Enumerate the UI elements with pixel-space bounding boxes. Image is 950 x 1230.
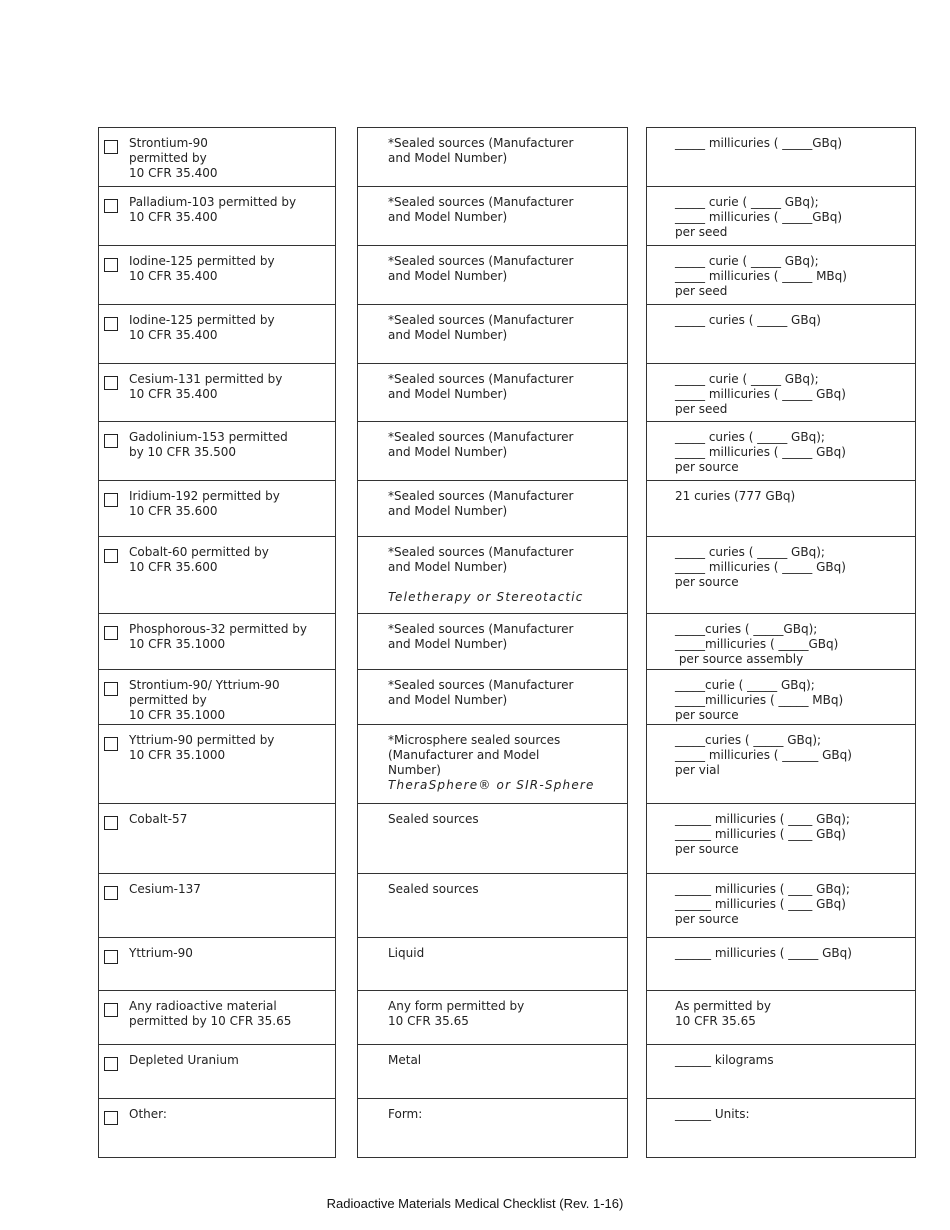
- form-cell: [358, 536, 627, 613]
- isotope-text-line: permitted by: [129, 693, 207, 707]
- form-text-line: *Sealed sources (Manufacturer: [388, 489, 574, 503]
- form-text-line: *Sealed sources (Manufacturer: [388, 372, 574, 386]
- isotope-text-line: Yttrium-90: [129, 946, 193, 960]
- quantity-cell: [647, 127, 915, 186]
- form-text-line: and Model Number): [388, 637, 508, 651]
- quantity-text-line: 10 CFR 35.65: [675, 1014, 756, 1028]
- isotope-cell: [99, 536, 335, 613]
- form-cell: [358, 1044, 627, 1098]
- quantity-text-line: _____ millicuries ( _____GBq): [675, 136, 843, 150]
- checkbox[interactable]: [104, 199, 118, 213]
- quantity-text-line: _____ curies ( _____ GBq);: [675, 430, 825, 444]
- quantity-text-line: _____millicuries ( _____ MBq): [675, 693, 844, 707]
- isotope-cell: [99, 873, 335, 937]
- form-text-line: Number): [388, 763, 441, 777]
- isotope-cell: [99, 990, 335, 1044]
- isotope-text-line: Other:: [129, 1107, 167, 1121]
- quantity-cell: [647, 421, 915, 480]
- quantity-text-line: ______ millicuries ( ____ GBq);: [675, 812, 850, 826]
- checkbox[interactable]: [104, 886, 118, 900]
- isotope-text-line: Yttrium-90 permitted by: [129, 733, 275, 747]
- quantity-text-line: per seed: [675, 402, 728, 416]
- quantity-text-line: _____curies ( _____GBq);: [675, 622, 818, 636]
- quantity-text-line: per source: [675, 575, 739, 589]
- isotope-text-line: 10 CFR 35.400: [129, 166, 218, 180]
- quantity-text-line: _____curie ( _____ GBq);: [675, 678, 815, 692]
- checkbox[interactable]: [104, 1111, 118, 1125]
- isotope-text-line: Cobalt-57: [129, 812, 188, 826]
- quantity-text-line: per seed: [675, 284, 728, 298]
- form-cell: [358, 245, 627, 304]
- quantity-text-line: _____ curies ( _____ GBq);: [675, 545, 825, 559]
- isotope-cell: [99, 669, 335, 724]
- quantity-text-line: _____ millicuries ( _____ GBq): [675, 387, 846, 401]
- form-text-line: (Manufacturer and Model: [388, 748, 540, 762]
- form-cell: [358, 304, 627, 363]
- quantity-text-line: ______ millicuries ( ____ GBq): [675, 827, 846, 841]
- isotope-column: [98, 127, 336, 1158]
- quantity-cell: [647, 669, 915, 724]
- form-text-line: 10 CFR 35.65: [388, 1014, 469, 1028]
- checkbox[interactable]: [104, 317, 118, 331]
- isotope-cell: [99, 1098, 335, 1158]
- quantity-text-line: ______ Units:: [675, 1107, 750, 1121]
- quantity-cell: [647, 1098, 915, 1158]
- quantity-cell: [647, 536, 915, 613]
- quantity-cell: [647, 1044, 915, 1098]
- isotope-text-line: Strontium-90: [129, 136, 208, 150]
- isotope-text-line: 10 CFR 35.600: [129, 560, 218, 574]
- isotope-text-line: Any radioactive material: [129, 999, 277, 1013]
- isotope-cell: [99, 937, 335, 990]
- isotope-cell: [99, 127, 335, 186]
- isotope-text-line: Iodine-125 permitted by: [129, 254, 275, 268]
- isotope-text-line: Depleted Uranium: [129, 1053, 239, 1067]
- isotope-text-line: Cesium-137: [129, 882, 201, 896]
- form-text-line: Sealed sources: [388, 882, 479, 896]
- quantity-cell: [647, 363, 915, 421]
- isotope-cell: [99, 363, 335, 421]
- quantity-cell: [647, 186, 915, 245]
- quantity-text-line: per source: [675, 460, 739, 474]
- form-text-line: and Model Number): [388, 269, 508, 283]
- quantity-column: [646, 127, 916, 1158]
- form-text-line: Sealed sources: [388, 812, 479, 826]
- quantity-text-line: _____ millicuries ( _____ MBq): [675, 269, 847, 283]
- form-text-line: and Model Number): [388, 693, 508, 707]
- quantity-text-line: _____millicuries ( _____GBq): [675, 637, 839, 651]
- isotope-cell: [99, 803, 335, 873]
- quantity-text-line: _____ curie ( _____ GBq);: [675, 372, 819, 386]
- isotope-text-line: permitted by: [129, 151, 207, 165]
- form-cell: [358, 724, 627, 803]
- form-cell: [358, 1098, 627, 1158]
- form-text-line: and Model Number): [388, 387, 508, 401]
- checkbox[interactable]: [104, 682, 118, 696]
- form-text-line: *Sealed sources (Manufacturer: [388, 254, 574, 268]
- isotope-text-line: permitted by 10 CFR 35.65: [129, 1014, 292, 1028]
- quantity-cell: [647, 245, 915, 304]
- form-cell: [358, 480, 627, 536]
- quantity-text-line: per seed: [675, 225, 728, 239]
- quantity-text-line: per source assembly: [675, 652, 804, 666]
- form-cell: [358, 613, 627, 669]
- quantity-text-line: ______ millicuries ( _____ GBq): [675, 946, 852, 960]
- quantity-cell: [647, 304, 915, 363]
- form-cell: [358, 421, 627, 480]
- form-text-line: and Model Number): [388, 504, 508, 518]
- isotope-cell: [99, 421, 335, 480]
- form-text-line: and Model Number): [388, 328, 508, 342]
- isotope-text-line: Iridium-192 permitted by: [129, 489, 280, 503]
- form-cell: [358, 186, 627, 245]
- form-text-line: and Model Number): [388, 560, 508, 574]
- form-text-line: and Model Number): [388, 151, 508, 165]
- isotope-text-line: Palladium-103 permitted by: [129, 195, 297, 209]
- isotope-text-line: 10 CFR 35.1000: [129, 748, 226, 762]
- quantity-text-line: per source: [675, 912, 739, 926]
- isotope-text-line: 10 CFR 35.600: [129, 504, 218, 518]
- isotope-text-line: Strontium-90/ Yttrium-90: [129, 678, 280, 692]
- isotope-cell: [99, 304, 335, 363]
- isotope-text-line: 10 CFR 35.1000: [129, 637, 226, 651]
- isotope-cell: [99, 186, 335, 245]
- isotope-text-line: Gadolinium-153 permitted: [129, 430, 288, 444]
- form-text-line: [388, 575, 619, 590]
- quantity-text-line: _____ curie ( _____ GBq);: [675, 195, 819, 209]
- quantity-text-line: _____ millicuries ( _____ GBq): [675, 560, 846, 574]
- quantity-text-line: 21 curies (777 GBq): [675, 489, 796, 503]
- quantity-text-line: As permitted by: [675, 999, 771, 1013]
- checkbox[interactable]: [104, 434, 118, 448]
- quantity-text-line: _____ millicuries ( _____ GBq): [675, 445, 846, 459]
- form-italic-note: Teletherapy or Stereotactic: [388, 590, 584, 604]
- quantity-cell: [647, 803, 915, 873]
- form-text-line: Metal: [388, 1053, 422, 1067]
- form-cell: [358, 669, 627, 724]
- checkbox[interactable]: [104, 140, 118, 154]
- form-text-line: *Sealed sources (Manufacturer: [388, 622, 574, 636]
- form-text-line: *Sealed sources (Manufacturer: [388, 136, 574, 150]
- checkbox[interactable]: [104, 549, 118, 563]
- form-text-line: *Sealed sources (Manufacturer: [388, 430, 574, 444]
- quantity-text-line: per vial: [675, 763, 720, 777]
- checkbox[interactable]: [104, 493, 118, 507]
- form-text-line: *Sealed sources (Manufacturer: [388, 313, 574, 327]
- isotope-cell: [99, 1044, 335, 1098]
- form-text-line: Liquid: [388, 946, 425, 960]
- form-text-line: *Sealed sources (Manufacturer: [388, 545, 574, 559]
- isotope-text-line: Cesium-131 permitted by: [129, 372, 283, 386]
- isotope-text-line: 10 CFR 35.400: [129, 269, 218, 283]
- isotope-text-line: Phosphorous-32 permitted by: [129, 622, 307, 636]
- form-cell: [358, 127, 627, 186]
- quantity-text-line: per source: [675, 708, 739, 722]
- isotope-text-line: 10 CFR 35.400: [129, 328, 218, 342]
- isotope-cell: [99, 613, 335, 669]
- quantity-text-line: _____ millicuries ( ______ GBq): [675, 748, 852, 762]
- isotope-cell: [99, 480, 335, 536]
- checkbox[interactable]: [104, 258, 118, 272]
- form-text-line: and Model Number): [388, 445, 508, 459]
- form-italic-note: TheraSphere® or SIR-Sphere: [388, 778, 595, 792]
- checkbox[interactable]: [104, 1003, 118, 1017]
- quantity-text-line: _____ curies ( _____ GBq): [675, 313, 821, 327]
- checkbox[interactable]: [104, 376, 118, 390]
- isotope-text-line: 10 CFR 35.400: [129, 387, 218, 401]
- checkbox[interactable]: [104, 626, 118, 640]
- page-footer: Radioactive Materials Medical Checklist (Rev. 1-16): [326, 1196, 624, 1211]
- quantity-cell: [647, 613, 915, 669]
- checkbox[interactable]: [104, 950, 118, 964]
- isotope-text-line: Iodine-125 permitted by: [129, 313, 275, 327]
- isotope-cell: [99, 245, 335, 304]
- quantity-text-line: ______ millicuries ( ____ GBq): [675, 897, 846, 911]
- form-cell: [358, 803, 627, 873]
- form-text-line: *Sealed sources (Manufacturer: [388, 678, 574, 692]
- form-cell: [358, 937, 627, 990]
- form-text-line: Form:: [388, 1107, 423, 1121]
- isotope-text-line: by 10 CFR 35.500: [129, 445, 237, 459]
- isotope-cell: [99, 724, 335, 803]
- quantity-text-line: _____ millicuries ( _____GBq): [675, 210, 843, 224]
- quantity-cell: [647, 937, 915, 990]
- checkbox[interactable]: [104, 1057, 118, 1071]
- quantity-text-line: _____curies ( _____ GBq);: [675, 733, 822, 747]
- form-cell: [358, 990, 627, 1044]
- quantity-text-line: _____ curie ( _____ GBq);: [675, 254, 819, 268]
- form-cell: [358, 873, 627, 937]
- form-cell: [358, 363, 627, 421]
- form-text-line: Any form permitted by: [388, 999, 525, 1013]
- checkbox[interactable]: [104, 816, 118, 830]
- quantity-cell: [647, 990, 915, 1044]
- quantity-cell: [647, 480, 915, 536]
- form-text-line: *Sealed sources (Manufacturer: [388, 195, 574, 209]
- isotope-text-line: Cobalt-60 permitted by: [129, 545, 269, 559]
- form-text-line: *Microsphere sealed sources: [388, 733, 561, 747]
- isotope-text-line: 10 CFR 35.1000: [129, 708, 226, 722]
- isotope-text-line: 10 CFR 35.400: [129, 210, 218, 224]
- quantity-cell: [647, 724, 915, 803]
- quantity-text-line: ______ kilograms: [675, 1053, 774, 1067]
- checkbox[interactable]: [104, 737, 118, 751]
- quantity-text-line: per source: [675, 842, 739, 856]
- quantity-text-line: ______ millicuries ( ____ GBq);: [675, 882, 850, 896]
- form-text-line: and Model Number): [388, 210, 508, 224]
- quantity-cell: [647, 873, 915, 937]
- form-column: [357, 127, 628, 1158]
